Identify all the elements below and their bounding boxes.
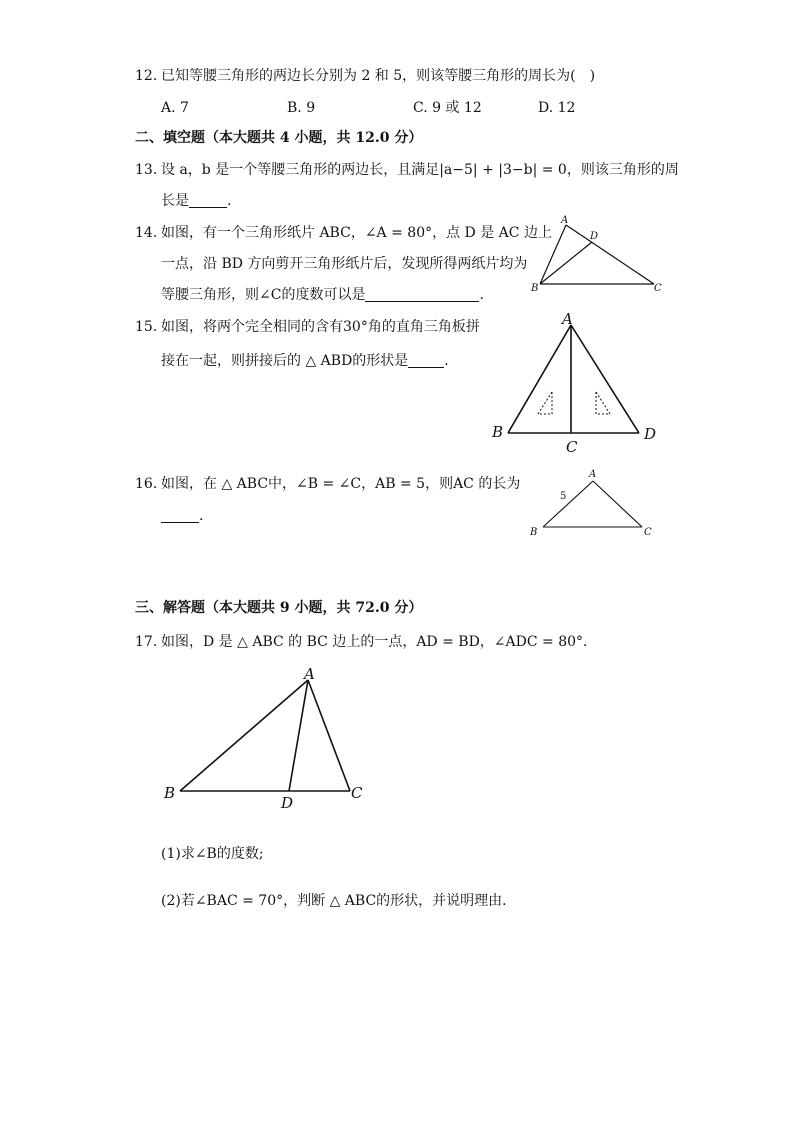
q17-label-c: C <box>351 784 363 802</box>
q13-line1: 设 a，b 是一个等腰三角形的两边长，且满足|a−5| + |3−b| = 0，则该三角形的周 <box>161 162 679 178</box>
q13-line2 <box>161 191 231 211</box>
q16-line2-end: . <box>199 508 204 524</box>
q15-figure <box>486 308 666 458</box>
q15-line2-end: . <box>444 353 449 369</box>
q15-answer-blank <box>408 353 444 368</box>
q12-option-a: A. 7 <box>161 100 189 116</box>
q14-label-a: A <box>561 215 569 226</box>
q15-label-d: D <box>644 425 657 443</box>
q14-line3-end: . <box>479 287 484 303</box>
q13-line2-text: 长是 <box>161 193 189 209</box>
q17-label-b: B <box>164 784 176 802</box>
q15-label-a: A <box>562 310 573 328</box>
section-fill-in-title: 二、填空题（本大题共 4 小题，共 12.0 分） <box>135 130 423 146</box>
q15-triangle <box>508 325 639 433</box>
q17-figure <box>160 662 370 812</box>
q16-label-b: B <box>530 527 538 538</box>
q17-part2: (2)若∠BAC = 70°，判断 △ ABC的形状，并说明理由． <box>161 893 517 909</box>
q12-number: 12. <box>135 68 158 84</box>
q16-label-a: A <box>589 469 597 480</box>
q16-triangle <box>543 481 642 527</box>
q15-line2-text: 接在一起，则拼接后的 △ ABD的形状是 <box>161 353 409 369</box>
q14-line3 <box>161 285 484 305</box>
q16-figure <box>526 466 656 542</box>
q15-dashed-triangles <box>538 392 610 414</box>
q14-answer-blank <box>365 287 479 302</box>
q16-answer-blank <box>161 508 199 523</box>
q14-line2: 一点，沿 BD 方向剪开三角形纸片后，发现所得两纸片均为 <box>161 256 528 272</box>
q17-line1: 如图，D 是 △ ABC 的 BC 边上的一点，AD = BD，∠ADC = 80°． <box>161 634 598 650</box>
q17-triangle <box>180 680 350 791</box>
q12-option-b: B. 9 <box>287 100 316 116</box>
q16-line1: 如图，在 △ ABC中，∠B = ∠C，AB = 5，则AC 的长为 <box>161 476 521 492</box>
q12-option-d: D. 12 <box>538 100 576 116</box>
q14-line1: 如图，有一个三角形纸片 ABC，∠A = 80°，点 D 是 AC 边上 <box>161 225 552 241</box>
q15-number: 15. <box>135 319 158 335</box>
q16-label-c: C <box>644 527 652 538</box>
q12-option-c: C. 9 或 12 <box>413 100 482 116</box>
q15-label-c: C <box>566 438 578 456</box>
q13-number: 13. <box>135 162 158 178</box>
q17-label-a: A <box>304 665 315 683</box>
q16-label-side: 5 <box>560 491 567 502</box>
q14-label-b: B <box>531 283 539 294</box>
q16-number: 16. <box>135 476 158 492</box>
q14-label-c: C <box>654 283 662 294</box>
q14-figure <box>528 212 668 294</box>
q16-line2 <box>161 506 203 526</box>
q14-label-d: D <box>590 231 599 242</box>
q15-line1: 如图，将两个完全相同的含有30°角的直角三角板拼 <box>161 319 480 335</box>
q13-line2-end: . <box>227 193 232 209</box>
section-solution-title: 三、解答题（本大题共 9 小题，共 72.0 分） <box>135 600 423 616</box>
q17-part1: (1)求∠B的度数; <box>161 846 264 862</box>
q17-label-d: D <box>281 794 294 812</box>
q14-line3-text: 等腰三角形，则∠C的度数可以是 <box>161 287 366 303</box>
q15-label-b: B <box>492 423 504 441</box>
q15-line2 <box>161 351 449 371</box>
q13-answer-blank <box>189 193 227 208</box>
q17-number: 17. <box>135 634 158 650</box>
q14-number: 14. <box>135 225 158 241</box>
q12-stem: 已知等腰三角形的两边长分别为 2 和 5，则该等腰三角形的周长为( ) <box>161 68 596 84</box>
